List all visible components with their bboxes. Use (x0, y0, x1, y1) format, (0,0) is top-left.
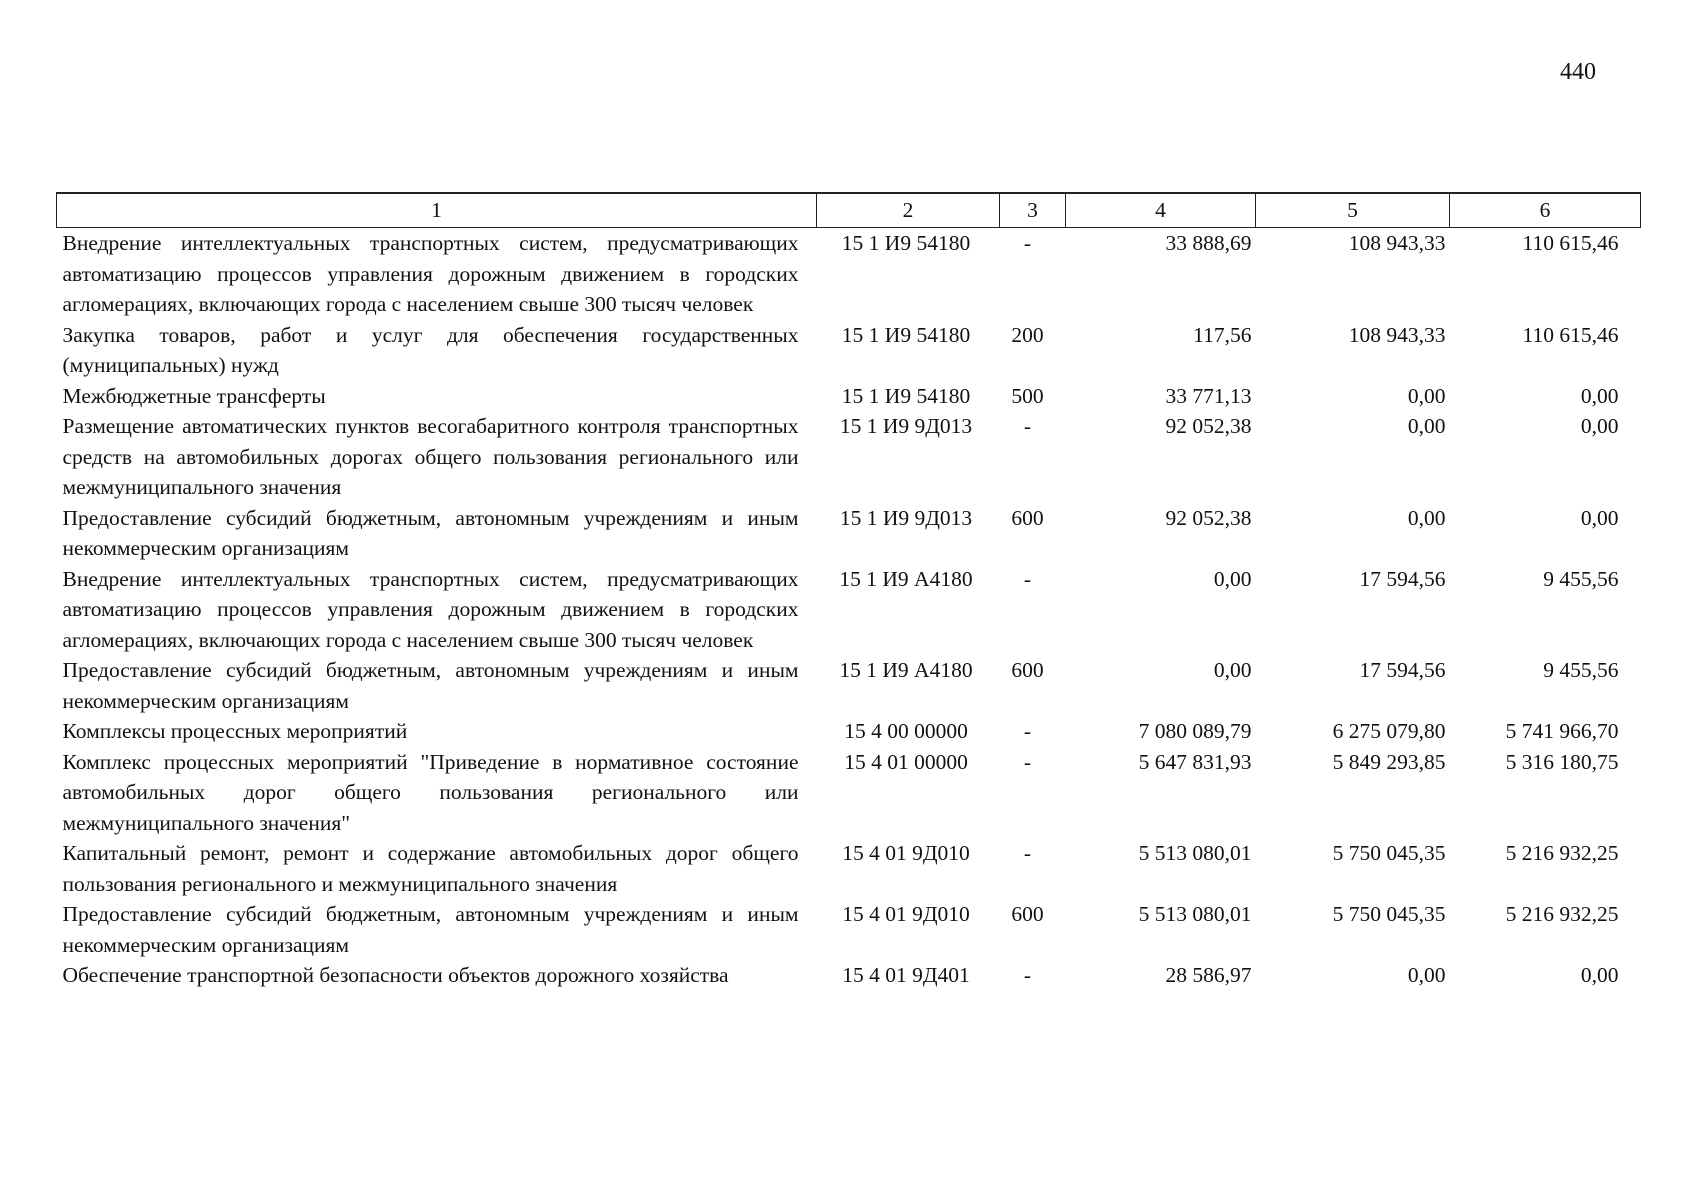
row-code-cell: 15 1 И9 А4180 (839, 658, 973, 682)
row-value-6-cell: 5 216 932,25 (1505, 841, 1619, 865)
row-name-cell: Внедрение интеллектуальных транспортных систем, предусматривающих автоматизацию процессов управления дорожным движением в городских агломерациях, включающих города с населением свыше 300 тысяч человек (62, 566, 799, 652)
row-name-cell: Обеспечение транспортной безопасности объектов дорожного хозяйства (62, 963, 729, 987)
row-code-cell: 15 1 И9 54180 (841, 322, 971, 347)
row-name-cell: Межбюджетные трансферты (62, 383, 326, 408)
row-code-cell: 15 1 И9 9Д013 (839, 414, 973, 438)
row-value-6-cell: 0,00 (1580, 963, 1619, 987)
row-name-cell: Предоставление субсидий бюджетным, автономным учреждениям и иным некоммерческим организациям (62, 902, 799, 957)
row-type-cell: 500 (1011, 383, 1044, 408)
table-row (57, 503, 1641, 564)
row-value-4-cell: 92 052,38 (1165, 414, 1252, 438)
column-header-6: 6 (1450, 193, 1641, 228)
row-value-5-cell: 108 943,33 (1348, 322, 1446, 347)
row-value-6-cell: 0,00 (1580, 505, 1619, 530)
row-type-cell: - (1023, 719, 1032, 743)
row-value-6-cell: 5 216 932,25 (1505, 902, 1619, 926)
table-row (57, 411, 1641, 503)
table-row (57, 960, 1641, 991)
row-value-6-cell: 9 455,56 (1543, 566, 1619, 591)
row-value-4-cell: 117,56 (1193, 322, 1252, 347)
row-value-4-cell: 7 080 089,79 (1138, 719, 1252, 743)
row-value-5-cell: 0,00 (1407, 383, 1446, 408)
row-value-4-cell: 0,00 (1213, 566, 1252, 591)
table-row (57, 228, 1641, 320)
row-value-4-cell: 5 513 080,01 (1138, 841, 1252, 865)
row-type-cell: - (1023, 231, 1032, 255)
row-type-cell: 600 (1011, 505, 1044, 530)
row-type-cell: 600 (1011, 902, 1044, 926)
row-value-4-cell: 0,00 (1213, 658, 1252, 682)
row-value-6-cell: 5 741 966,70 (1505, 719, 1619, 743)
row-type-cell: 600 (1011, 658, 1044, 682)
row-code-cell: 15 4 00 00000 (844, 719, 968, 743)
page-number: 440 (1560, 59, 1596, 85)
row-code-cell: 15 4 01 9Д010 (842, 902, 970, 926)
column-header-5: 5 (1256, 193, 1450, 228)
table-row (57, 838, 1641, 899)
column-header-3: 3 (1000, 193, 1066, 228)
row-value-5-cell: 6 275 079,80 (1332, 719, 1446, 743)
row-type-cell: - (1023, 749, 1032, 774)
row-value-6-cell: 9 455,56 (1543, 658, 1619, 682)
column-header-1: 1 (57, 193, 817, 228)
row-type-cell: 200 (1011, 322, 1044, 347)
budget-table (56, 192, 1641, 991)
table-row (57, 381, 1641, 412)
row-value-6-cell: 110 615,46 (1522, 231, 1619, 255)
row-type-cell: - (1023, 841, 1032, 865)
row-type-cell: - (1023, 566, 1032, 591)
table-row (57, 899, 1641, 960)
row-code-cell: 15 1 И9 54180 (841, 231, 971, 255)
row-value-5-cell: 5 849 293,85 (1332, 749, 1446, 774)
row-name-cell: Предоставление субсидий бюджетным, автономным учреждениям и иным некоммерческим организациям (62, 505, 799, 560)
row-type-cell: - (1023, 414, 1032, 438)
table-header (57, 193, 1641, 228)
row-value-5-cell: 0,00 (1407, 414, 1446, 438)
row-code-cell: 15 4 01 9Д010 (842, 841, 970, 865)
row-value-5-cell: 5 750 045,35 (1332, 902, 1446, 926)
table-row (57, 716, 1641, 747)
table-body (57, 228, 1641, 991)
row-value-6-cell: 5 316 180,75 (1505, 749, 1619, 774)
row-name-cell: Размещение автоматических пунктов весогабаритного контроля транспортных средств на автомобильных дорогах общего пользования регионального или межмуниципального значения (62, 414, 799, 499)
column-header-4: 4 (1066, 193, 1256, 228)
row-value-4-cell: 5 513 080,01 (1138, 902, 1252, 926)
row-value-4-cell: 5 647 831,93 (1138, 749, 1252, 774)
row-name-cell: Предоставление субсидий бюджетным, автономным учреждениям и иным некоммерческим организациям (62, 658, 799, 713)
row-code-cell: 15 1 И9 54180 (841, 383, 971, 408)
header-row (57, 193, 1641, 228)
row-value-5-cell: 17 594,56 (1359, 566, 1446, 591)
row-code-cell: 15 4 01 9Д401 (842, 963, 970, 987)
row-name-cell: Внедрение интеллектуальных транспортных систем, предусматривающих автоматизацию процессов управления дорожным движением в городских агломерациях, включающих города с населением свыше 300 тысяч человек (62, 231, 799, 316)
row-name-cell: Комплексы процессных мероприятий (62, 719, 408, 743)
table-row (57, 564, 1641, 656)
row-name-cell: Закупка товаров, работ и услуг для обеспечения государственных (муниципальных) нужд (62, 322, 799, 377)
row-value-5-cell: 0,00 (1407, 505, 1446, 530)
row-code-cell: 15 4 01 00000 (844, 749, 968, 774)
row-value-5-cell: 5 750 045,35 (1332, 841, 1446, 865)
row-name-cell: Комплекс процессных мероприятий "Приведение в нормативное состояние автомобильных дорог общего пользования регионального или межмуниципального значения" (62, 749, 799, 835)
column-header-2: 2 (817, 193, 1000, 228)
row-type-cell: - (1023, 963, 1032, 987)
row-value-4-cell: 33 888,69 (1165, 231, 1252, 255)
row-value-4-cell: 28 586,97 (1165, 963, 1252, 987)
row-value-4-cell: 33 771,13 (1165, 383, 1252, 408)
row-value-5-cell: 17 594,56 (1359, 658, 1446, 682)
row-value-4-cell: 92 052,38 (1165, 505, 1252, 530)
row-name-cell: Капитальный ремонт, ремонт и содержание автомобильных дорог общего пользования регионального и межмуниципального значения (62, 841, 799, 896)
row-code-cell: 15 1 И9 А4180 (839, 566, 973, 591)
row-value-6-cell: 0,00 (1580, 383, 1619, 408)
row-value-5-cell: 0,00 (1407, 963, 1446, 987)
table-row (57, 320, 1641, 381)
row-code-cell: 15 1 И9 9Д013 (839, 505, 973, 530)
table-row (57, 655, 1641, 716)
row-value-5-cell: 108 943,33 (1348, 231, 1446, 255)
row-value-6-cell: 110 615,46 (1522, 322, 1619, 347)
row-value-6-cell: 0,00 (1580, 414, 1619, 438)
table-row (57, 747, 1641, 839)
